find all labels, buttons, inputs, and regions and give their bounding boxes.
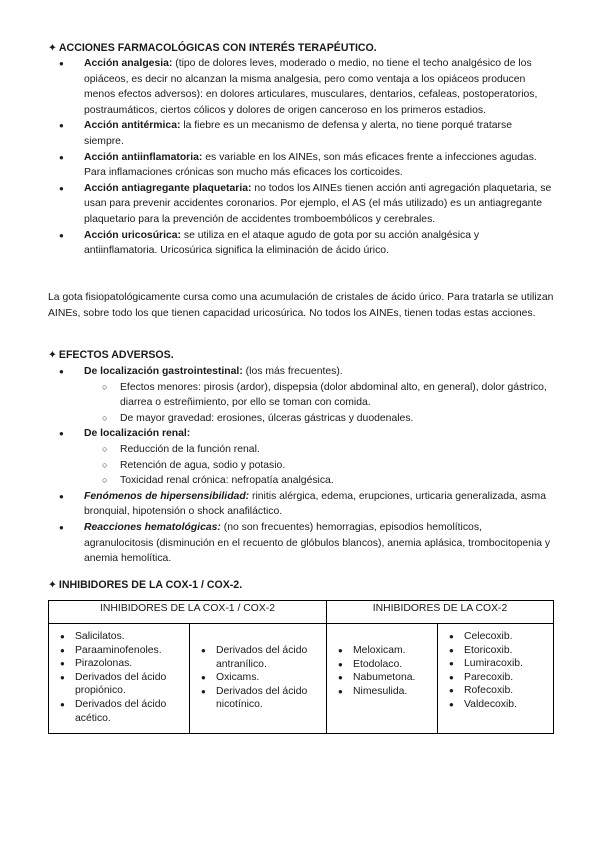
section-title-text: ACCIONES FARMACOLÓGICAS CON INTERÉS TERAPÉUTICO. xyxy=(58,42,377,54)
list-item: ● Pirazolonas. xyxy=(49,657,189,671)
sublist-item: ○ Efectos menores: pirosis (ardor), dispepsia (dolor abdominal alto, en general), dolor gástrico, diarrea o estreñimiento, por ello se toman con comida. xyxy=(84,380,554,411)
list-item: ● Derivados del ácido nicotínico. xyxy=(190,685,326,712)
item-text: (no son frecuentes) hemorragias, episodios hemolíticos, agranulocitosis (disminución en el recuento de glóbulos blancos), anemia aplásica, trombocitopenia y anemia hemolítica. xyxy=(84,521,551,565)
sublist-item: ○ Reducción de la función renal. xyxy=(84,442,554,458)
list-item: ● Nimesulida. xyxy=(327,685,437,699)
gi-sublist xyxy=(84,380,554,427)
list-item-renal xyxy=(48,426,554,488)
cox-table xyxy=(48,600,554,734)
table-row xyxy=(49,624,554,734)
term-label: De localización gastrointestinal: xyxy=(84,366,243,377)
item-text: no todos los AINEs tienen acción anti agregación plaquetaria, se usan para prevenir accidentes coronarios. Por ejemplo, el AS (el más utilizado) es un antiagregante plaquetario para la prevención de accidentes tromboembólicos y cerebrales. xyxy=(84,182,552,225)
list-item: ● Derivados del ácido propiónico. xyxy=(49,671,189,698)
list-item-antiinflamatoria xyxy=(48,150,554,181)
table-header-cox1-cox2: INHIBIDORES DE LA COX-1 / COX-2 xyxy=(49,601,327,624)
table-cell-col1 xyxy=(49,624,190,734)
item-text: se utiliza en el ataque agudo de gota por su acción analgésica y antiinflamatoria. Uricosúrica significa la eliminación de ácido úrico. xyxy=(84,229,480,257)
term-label: Acción uricosúrica: xyxy=(84,229,182,241)
list-item-antitermica xyxy=(48,118,554,149)
star-icon: ✦ xyxy=(48,42,57,54)
list-item: ● Meloxicam. xyxy=(327,644,437,658)
term-label: Acción antiagregante plaquetaria: xyxy=(84,182,252,194)
section-title-text: INHIBIDORES DE LA COX-1 / COX-2. xyxy=(58,579,243,591)
list-item: ● Nabumetona. xyxy=(327,671,437,685)
sublist-item: ○ Retención de agua, sodio y potasio. xyxy=(84,458,554,474)
section-title-efectos xyxy=(48,348,174,364)
term-label: Fenómenos de hipersensibilidad: xyxy=(84,490,250,502)
section-title-text: EFECTOS ADVERSOS. xyxy=(58,349,174,361)
efectos-list xyxy=(48,364,554,567)
list-item-analgesia xyxy=(48,56,554,118)
list-item: ● Celecoxib. xyxy=(438,630,553,644)
list-item-antiagregante xyxy=(48,181,554,228)
list-item-uricosurica xyxy=(48,228,554,259)
term-label: Acción antiinflamatoria: xyxy=(84,151,203,163)
item-text: rinitis alérgica, edema, erupciones, urticaria generalizada, asma bronquial, hipotensión o shock anafiláctico. xyxy=(84,490,546,518)
list-item: ● Oxicams. xyxy=(190,671,326,685)
list-item: ● Valdecoxib. xyxy=(438,698,553,712)
list-item: ● Paraaminofenoles. xyxy=(49,644,189,658)
item-text: la fiebre es un mecanismo de defensa y alerta, no tiene porqué tratarse siempre. xyxy=(84,120,512,147)
item-text: (tipo de dolores leves, moderado o medio, no tiene el techo analgésico de los opiáceos, es decir no alcanzan la misma analgesia, pero como ventaja a los opiáceos producen menos efectos adversos): en dolores articulares, musculares, dentarios, cefaleas, postoperatorios, postraumáticos, ciertos cólicos y dolores de origen canceroso en los primeros estadios. xyxy=(84,58,538,116)
sublist-item: ○ Toxicidad renal crónica: nefropatía analgésica. xyxy=(84,473,554,489)
term-label: Acción antitérmica: xyxy=(84,120,181,132)
table-header-cox2: INHIBIDORES DE LA COX-2 xyxy=(327,601,554,624)
list-item: ● Etodolaco. xyxy=(327,658,437,672)
list-item: ● Etoricoxib. xyxy=(438,644,553,658)
sublist-item: ○ De mayor gravedad: erosiones, úlceras gástricas y duodenales. xyxy=(84,411,554,427)
acciones-list xyxy=(48,56,554,259)
table-cell-col3 xyxy=(327,624,438,734)
table-cell-col4 xyxy=(438,624,554,734)
list-item-hipersensibilidad xyxy=(48,489,554,520)
gota-paragraph: La gota fisiopatológicamente cursa como una acumulación de cristales de ácido úrico. Para tratarla se utilizan AINEs, sobre todo los que tienen capacidad uricosúrica. No todos los AINEs, tienen todas estas acciones. xyxy=(48,292,554,319)
list-item: ● Parecoxib. xyxy=(438,671,553,685)
list-item: ● Derivados del ácido acético. xyxy=(49,698,189,725)
section-title-acciones xyxy=(48,41,377,57)
term-label: Acción analgesia: xyxy=(84,58,173,69)
section-title-inhibidores xyxy=(48,578,242,594)
renal-sublist xyxy=(84,442,554,489)
list-item: ● Lumiracoxib. xyxy=(438,657,553,671)
item-text: es variable en los AINEs, son más eficaces frente a infecciones agudas. Para inflamaciones crónicas son mucho más eficaces los corticoides. xyxy=(84,151,537,179)
list-item-hematologicas xyxy=(48,520,554,567)
term-label: Reacciones hematológicas: xyxy=(84,521,221,533)
item-text: (los más frecuentes). xyxy=(242,366,343,377)
list-item: ● Rofecoxib. xyxy=(438,684,553,698)
list-item: ● Derivados del ácido antranílico. xyxy=(190,644,326,671)
term-label: De localización renal: xyxy=(84,428,191,440)
star-icon: ✦ xyxy=(48,349,57,361)
list-item: ● Salicilatos. xyxy=(49,630,189,644)
table-cell-col2 xyxy=(190,624,327,734)
list-item-gastrointestinal xyxy=(48,364,554,426)
star-icon: ✦ xyxy=(48,579,57,591)
